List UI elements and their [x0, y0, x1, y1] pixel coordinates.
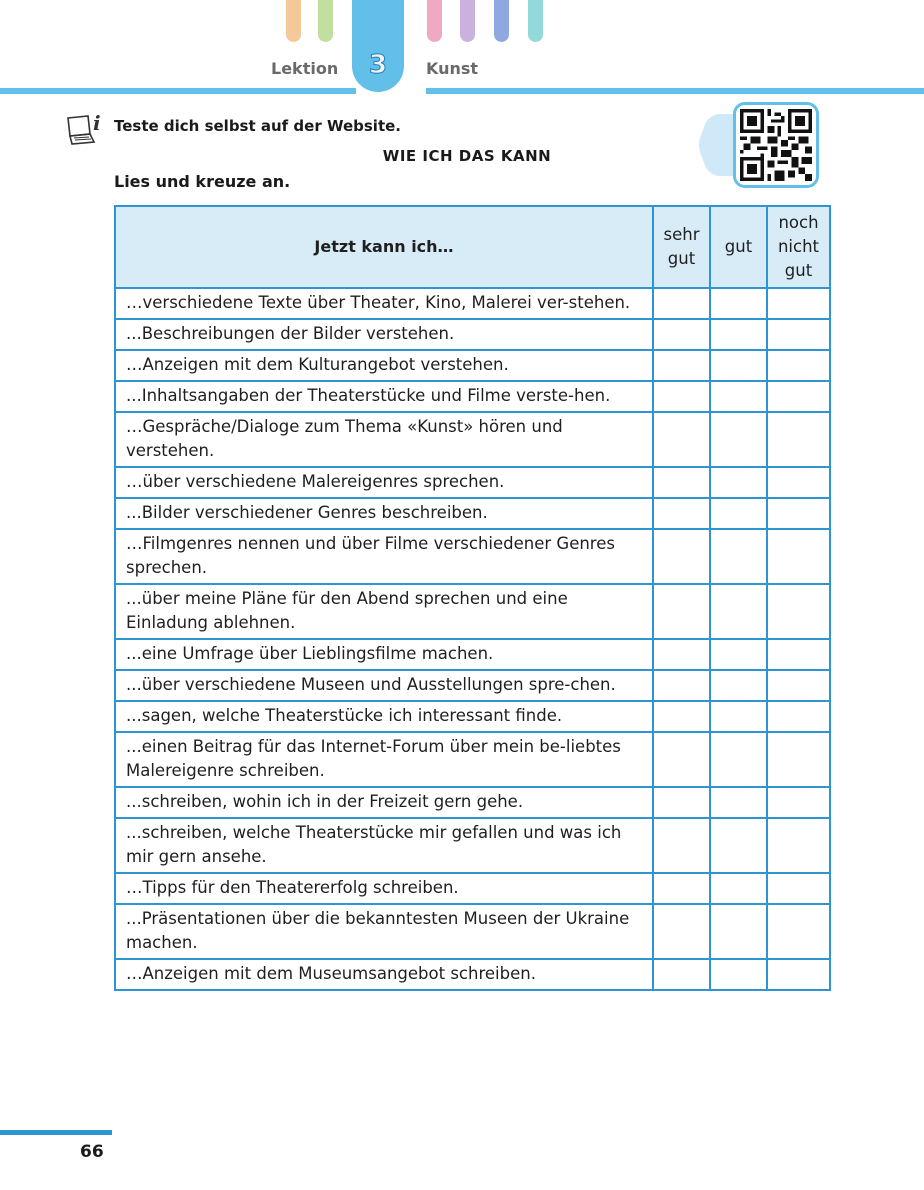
statement-cell: ...schreiben, wohin ich in der Freizeit gern gehe. [115, 787, 653, 818]
checkbox-cell-not-yet[interactable] [767, 787, 830, 818]
checkbox-cell-very-good[interactable] [653, 818, 710, 873]
qr-code[interactable] [733, 102, 819, 188]
table-row [115, 732, 830, 787]
checkbox-cell-not-yet[interactable] [767, 670, 830, 701]
lesson-badge [352, 0, 404, 92]
header-rule-right [426, 88, 924, 94]
checkbox-cell-good[interactable] [710, 584, 767, 639]
checkbox-cell-not-yet[interactable] [767, 639, 830, 670]
checkbox-cell-not-yet[interactable] [767, 873, 830, 904]
checkbox-cell-not-yet[interactable] [767, 959, 830, 990]
footer-rule [0, 1130, 112, 1135]
table-row [115, 381, 830, 412]
checkbox-cell-very-good[interactable] [653, 350, 710, 381]
checkbox-cell-not-yet[interactable] [767, 467, 830, 498]
tab-decoration [528, 0, 543, 42]
table-row [115, 873, 830, 904]
statement-cell: ...einen Beitrag für das Internet-Forum über mein be-liebtes Malereigenre schreiben. [115, 732, 653, 787]
checkbox-cell-very-good[interactable] [653, 288, 710, 319]
tab-decoration [318, 0, 333, 42]
checkbox-cell-good[interactable] [710, 818, 767, 873]
intro-text: Teste dich selbst auf der Website. [114, 117, 401, 135]
checkbox-cell-good[interactable] [710, 873, 767, 904]
statement-cell: ...Beschreibungen der Bilder verstehen. [115, 319, 653, 350]
statement-cell: …über verschiedene Malereigenres sprechen. [115, 467, 653, 498]
checkbox-cell-not-yet[interactable] [767, 732, 830, 787]
svg-text:i: i [93, 112, 101, 135]
table-row [115, 670, 830, 701]
checkbox-cell-good[interactable] [710, 639, 767, 670]
topic-label: Kunst [426, 59, 479, 78]
table-row [115, 498, 830, 529]
table-row [115, 959, 830, 990]
header-statement: Jetzt kann ich… [115, 206, 653, 288]
lesson-label: Lektion [271, 59, 339, 78]
checkbox-cell-very-good[interactable] [653, 959, 710, 990]
statement-cell: …Gespräche/Dialoge zum Thema «Kunst» hören und verstehen. [115, 412, 653, 467]
header-not-yet: noch nicht gut [767, 206, 830, 288]
header-very-good: sehr gut [653, 206, 710, 288]
self-assessment-table [114, 205, 831, 991]
checkbox-cell-not-yet[interactable] [767, 529, 830, 584]
statement-cell: …Tipps für den Theatererfolg schreiben. [115, 873, 653, 904]
checkbox-cell-very-good[interactable] [653, 904, 710, 959]
checkbox-cell-not-yet[interactable] [767, 288, 830, 319]
checkbox-cell-very-good[interactable] [653, 529, 710, 584]
table-row [115, 904, 830, 959]
statement-cell: ...sagen, welche Theaterstücke ich interessant finde. [115, 701, 653, 732]
table-row [115, 319, 830, 350]
checkbox-cell-good[interactable] [710, 787, 767, 818]
table-row [115, 818, 830, 873]
checkbox-cell-very-good[interactable] [653, 732, 710, 787]
checkbox-cell-very-good[interactable] [653, 381, 710, 412]
checkbox-cell-very-good[interactable] [653, 787, 710, 818]
statement-cell: …verschiedene Texte über Theater, Kino, Malerei ver-stehen. [115, 288, 653, 319]
tab-decoration [460, 0, 475, 42]
checkbox-cell-good[interactable] [710, 412, 767, 467]
checkbox-cell-not-yet[interactable] [767, 584, 830, 639]
page-number: 66 [80, 1142, 104, 1162]
checkbox-cell-very-good[interactable] [653, 873, 710, 904]
checkbox-cell-not-yet[interactable] [767, 498, 830, 529]
statement-cell: ...Inhaltsangaben der Theaterstücke und Filme verste-hen. [115, 381, 653, 412]
checkbox-cell-good[interactable] [710, 529, 767, 584]
statement-cell: ...Präsentationen über die bekanntesten Museen der Ukraine machen. [115, 904, 653, 959]
checkbox-cell-not-yet[interactable] [767, 904, 830, 959]
table-row [115, 639, 830, 670]
checkbox-cell-good[interactable] [710, 701, 767, 732]
checkbox-cell-good[interactable] [710, 904, 767, 959]
laptop-info-icon [64, 112, 108, 148]
checkbox-cell-very-good[interactable] [653, 701, 710, 732]
checkbox-cell-not-yet[interactable] [767, 818, 830, 873]
checkbox-cell-not-yet[interactable] [767, 381, 830, 412]
checkbox-cell-not-yet[interactable] [767, 412, 830, 467]
instruction: Lies und kreuze an. [114, 172, 291, 191]
table-header-row [115, 206, 830, 288]
checkbox-cell-good[interactable] [710, 467, 767, 498]
statement-cell: ...eine Umfrage über Lieblingsfilme machen. [115, 639, 653, 670]
checkbox-cell-very-good[interactable] [653, 670, 710, 701]
checkbox-cell-not-yet[interactable] [767, 350, 830, 381]
table-row [115, 412, 830, 467]
checkbox-cell-very-good[interactable] [653, 584, 710, 639]
checkbox-cell-good[interactable] [710, 319, 767, 350]
checkbox-cell-good[interactable] [710, 498, 767, 529]
table-row [115, 288, 830, 319]
checkbox-cell-good[interactable] [710, 288, 767, 319]
table-row [115, 529, 830, 584]
checkbox-cell-very-good[interactable] [653, 639, 710, 670]
table-row [115, 787, 830, 818]
checkbox-cell-very-good[interactable] [653, 498, 710, 529]
checkbox-cell-good[interactable] [710, 732, 767, 787]
tab-decoration [494, 0, 509, 42]
checkbox-cell-very-good[interactable] [653, 412, 710, 467]
qr-code-icon [740, 109, 812, 181]
checkbox-cell-very-good[interactable] [653, 467, 710, 498]
statement-cell: …Anzeigen mit dem Museumsangebot schreiben. [115, 959, 653, 990]
statement-cell: ...schreiben, welche Theaterstücke mir gefallen und was ich mir gern ansehe. [115, 818, 653, 873]
statement-cell: …Filmgenres nennen und über Filme verschiedener Genres sprechen. [115, 529, 653, 584]
statement-cell: ...über meine Pläne für den Abend sprechen und eine Einladung ablehnen. [115, 584, 653, 639]
checkbox-cell-good[interactable] [710, 670, 767, 701]
checkbox-cell-good[interactable] [710, 381, 767, 412]
checkbox-cell-good[interactable] [710, 959, 767, 990]
table-row [115, 467, 830, 498]
statement-cell: …Anzeigen mit dem Kulturangebot verstehen. [115, 350, 653, 381]
statement-cell: ...Bilder verschiedener Genres beschreiben. [115, 498, 653, 529]
checkbox-cell-not-yet[interactable] [767, 319, 830, 350]
table-row [115, 701, 830, 732]
section-title: WIE ICH DAS KANN [382, 147, 552, 165]
header-rule-left [0, 88, 356, 94]
checkbox-cell-very-good[interactable] [653, 319, 710, 350]
tab-decoration [286, 0, 301, 42]
checkbox-cell-not-yet[interactable] [767, 701, 830, 732]
lesson-number: 3 [368, 50, 388, 80]
table-row [115, 584, 830, 639]
statement-cell: ...über verschiedene Museen und Ausstellungen spre-chen. [115, 670, 653, 701]
header-good: gut [710, 206, 767, 288]
table-row [115, 350, 830, 381]
tab-decoration [427, 0, 442, 42]
checkbox-cell-good[interactable] [710, 350, 767, 381]
